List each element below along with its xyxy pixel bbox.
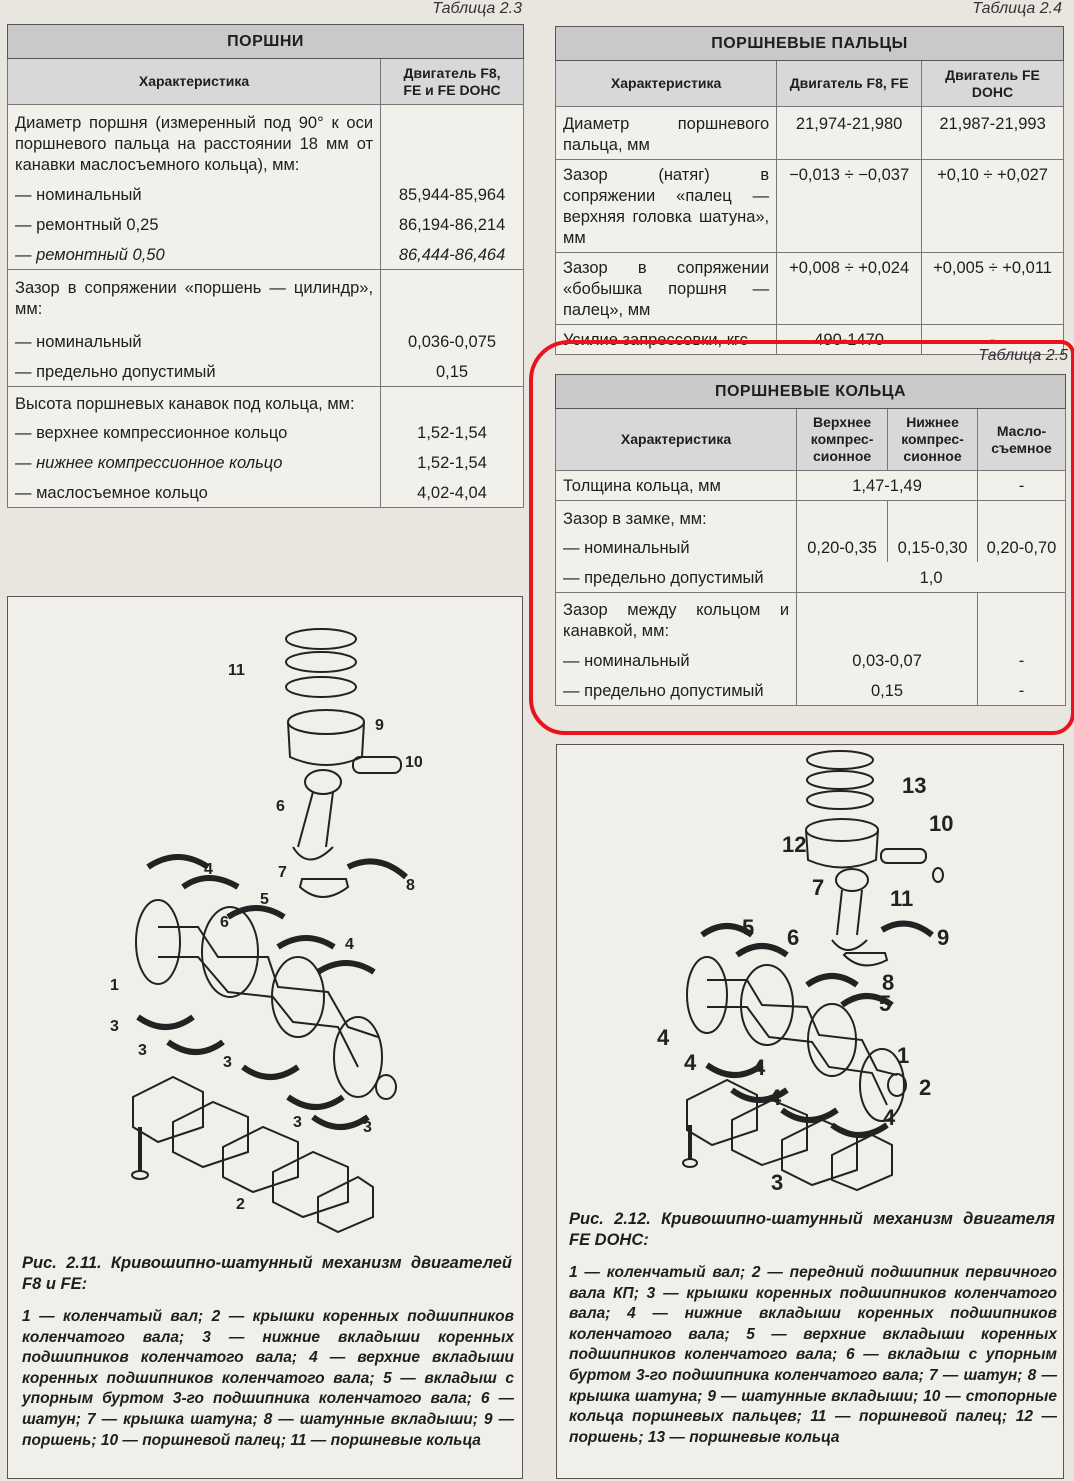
row-value: 0,036-0,075 xyxy=(381,323,524,356)
callout-label: 3 xyxy=(138,1042,147,1059)
callout-label: 10 xyxy=(929,811,954,836)
row-label: — ремонтный 0,50 xyxy=(8,239,381,270)
column-header-characteristic: Характеристика xyxy=(8,59,381,105)
callout-label: 4 xyxy=(657,1025,670,1050)
row-label: Зазор (натяг) в сопряжении «палец — верхняя головка шатуна», мм xyxy=(556,160,777,253)
row-label: — номинальный xyxy=(556,645,797,675)
row-value: +0,008 ÷ +0,024 xyxy=(777,253,922,325)
callout-label: 1 xyxy=(897,1043,910,1068)
callout-label: 5 xyxy=(879,991,892,1016)
callout-label: 6 xyxy=(787,925,800,950)
row-label: Зазор между кольцом и канавкой, мм: xyxy=(556,593,797,646)
row-value: +0,005 ÷ +0,011 xyxy=(922,253,1064,325)
row-value: 0,03-0,07 xyxy=(797,645,978,675)
callout-label: 4 xyxy=(753,1055,766,1080)
callout-label: 3 xyxy=(110,1018,119,1035)
column-header-engine-fe-dohc: Двигатель FE DOHC xyxy=(922,61,1064,107)
column-header-oil-scraper: Масло-съемное xyxy=(978,409,1066,471)
callout-label: 4 xyxy=(769,1085,782,1110)
row-label: — номинальный xyxy=(8,179,381,209)
figure-2-12-callouts xyxy=(657,773,953,1195)
row-value: −0,013 ÷ −0,037 xyxy=(777,160,922,253)
callout-label: 7 xyxy=(812,875,825,900)
figure-2-12-legend: 1 — коленчатый вал; 2 — передний подшипник первичного вала КП; 3 — крышки коренных подшипников коленчатого вала; 4 — нижние вкладыши коренных подшипников коленчатого вала; 5 — верхние вкладыши коренных подшипников коленчатого вала; 6 — вкладыш с упорным буртом 3-го подшипника коленчатого вала; 7 — шатун; 8 — крышка шатуна; 9 — шатунные вкладыши; 10 — стопорные кольца поршневых пальцев; 11 — поршневой палец; 12 — поршень; 13 — поршневые кольца xyxy=(569,1264,1057,1446)
callout-label: 3 xyxy=(293,1114,302,1131)
row-value: 21,974-21,980 xyxy=(777,107,922,160)
callout-label: 9 xyxy=(375,717,384,734)
row-label: Толщина кольца, мм xyxy=(556,471,797,501)
callout-label: 11 xyxy=(228,662,245,679)
row-value: 4,02-4,04 xyxy=(381,477,524,508)
row-value: 1,52-1,54 xyxy=(381,418,524,447)
callout-label: 4 xyxy=(204,861,213,878)
row-value: 490-1470 xyxy=(777,325,922,355)
table-2-4-caption: Таблица 2.4 xyxy=(972,0,1062,17)
callout-label: 2 xyxy=(919,1075,932,1100)
callout-label: 3 xyxy=(363,1119,372,1136)
row-label: Высота поршневых канавок под кольца, мм: xyxy=(8,387,381,419)
callout-label: 4 xyxy=(883,1105,896,1130)
row-value: 1,0 xyxy=(797,562,1066,593)
row-value: 21,987-21,993 xyxy=(922,107,1064,160)
row-value: +0,10 ÷ +0,027 xyxy=(922,160,1064,253)
column-header-top-compression: Верхнее компрес-сионное xyxy=(797,409,888,471)
piston-rings-table xyxy=(555,374,1066,706)
row-label: — предельно допустимый xyxy=(8,356,381,387)
bleed-through-noise xyxy=(8,508,523,588)
row-value: - xyxy=(978,645,1066,675)
callout-label: 8 xyxy=(406,877,415,894)
callout-label: 11 xyxy=(890,886,914,911)
row-label: — верхнее компрессионное кольцо xyxy=(8,418,381,447)
row-label: — номинальный xyxy=(556,533,797,562)
row-value: - xyxy=(978,471,1066,501)
row-value: 1,47-1,49 xyxy=(797,471,978,501)
row-value: 0,15 xyxy=(381,356,524,387)
callout-label: 3 xyxy=(223,1054,232,1071)
callout-label: 8 xyxy=(882,970,895,995)
callout-label: 5 xyxy=(260,891,269,908)
row-value: 86,444-86,464 xyxy=(381,239,524,270)
row-label: — нижнее компрессионное кольцо xyxy=(8,447,381,477)
figure-2-11-box xyxy=(7,596,523,1479)
figure-2-11-callouts xyxy=(110,662,423,1213)
table-2-3-caption: Таблица 2.3 xyxy=(432,0,522,17)
row-value: 0,15 xyxy=(797,675,978,706)
callout-label: 9 xyxy=(937,925,950,950)
callout-label: 3 xyxy=(771,1170,784,1195)
callout-label: 2 xyxy=(236,1196,245,1213)
row-value: 1,52-1,54 xyxy=(381,447,524,477)
callout-label: 1 xyxy=(110,977,119,994)
figure-2-11-drawing xyxy=(8,597,522,1237)
row-label: Зазор в сопряжении «бобышка поршня — палец», мм xyxy=(556,253,777,325)
callout-label: 5 xyxy=(742,915,755,940)
table-title: ПОРШНЕВЫЕ КОЛЬЦА xyxy=(556,375,1066,409)
table-title: ПОРШНЕВЫЕ ПАЛЬЦЫ xyxy=(556,27,1064,61)
column-header-engine-f8-fe: Двигатель F8, FE xyxy=(777,61,922,107)
row-value: - xyxy=(922,325,1064,355)
figure-2-11-legend: 1 — коленчатый вал; 2 — крышки коренных подшипников коленчатого вала; 3 — нижние вкладыши коренных подшипников коленчатого вала; 4 — верхние вкладыши коренных подшипников коленчатого вала; 5 — вкладыш с упорным буртом 3-го подшипника коленчатого вала; 6 — шатун; 7 — крышка шатуна; 8 — шатунные вкладыши; 9 — поршень; 10 — поршневой палец; 11 — поршневые кольца xyxy=(22,1308,514,1449)
figure-2-12-title: Рис. 2.12. Кривошипно-шатунный механизм двигателя FE DOHC: xyxy=(569,1210,1055,1249)
row-value: 85,944-85,964 xyxy=(381,179,524,209)
figure-2-12-drawing xyxy=(557,745,1063,1205)
row-label: Диаметр поршня (измеренный под 90° к оси поршневого пальца на расстоянии 18 мм от канавки маслосъемного кольца), мм: xyxy=(8,105,381,180)
row-value: 0,15-0,30 xyxy=(888,533,978,562)
column-header-lower-compression: Нижнее компрес-сионное xyxy=(888,409,978,471)
row-value: 0,20-0,70 xyxy=(978,533,1066,562)
table-2-5-caption: Таблица 2.5 xyxy=(978,347,1068,364)
table-title: ПОРШНИ xyxy=(8,25,524,59)
row-label: — ремонтный 0,25 xyxy=(8,209,381,239)
figure-2-12-box xyxy=(556,744,1064,1479)
row-value: - xyxy=(978,675,1066,706)
row-label: — предельно допустимый xyxy=(556,675,797,706)
row-value: 0,20-0,35 xyxy=(797,533,888,562)
callout-label: 4 xyxy=(684,1050,697,1075)
row-label: Диаметр поршневого пальца, мм xyxy=(556,107,777,160)
row-label: Зазор в замке, мм: xyxy=(556,501,797,534)
row-label: Зазор в сопряжении «поршень — цилиндр», мм: xyxy=(8,270,381,324)
callout-label: 13 xyxy=(902,773,927,798)
row-label: — предельно допустимый xyxy=(556,562,797,593)
column-header-characteristic: Характеристика xyxy=(556,61,777,107)
piston-pins-table xyxy=(555,26,1064,355)
column-header-engine: Двигатель F8, FE и FE DOHC xyxy=(381,59,524,105)
column-header-characteristic: Характеристика xyxy=(556,409,797,471)
row-label: — маслосъемное кольцо xyxy=(8,477,381,508)
pistons-table xyxy=(7,24,524,508)
row-value: 86,194-86,214 xyxy=(381,209,524,239)
row-label: Усилие запрессовки, кгс xyxy=(556,325,777,355)
callout-label: 10 xyxy=(405,754,423,771)
figure-2-11-title: Рис. 2.11. Кривошипно-шатунный механизм двигателей F8 и FE: xyxy=(22,1254,512,1293)
callout-label: 12 xyxy=(782,832,807,857)
callout-label: 6 xyxy=(276,798,285,815)
row-label: — номинальный xyxy=(8,323,381,356)
callout-label: 4 xyxy=(345,936,354,953)
callout-label: 7 xyxy=(278,864,287,881)
callout-label: 6 xyxy=(220,914,229,931)
